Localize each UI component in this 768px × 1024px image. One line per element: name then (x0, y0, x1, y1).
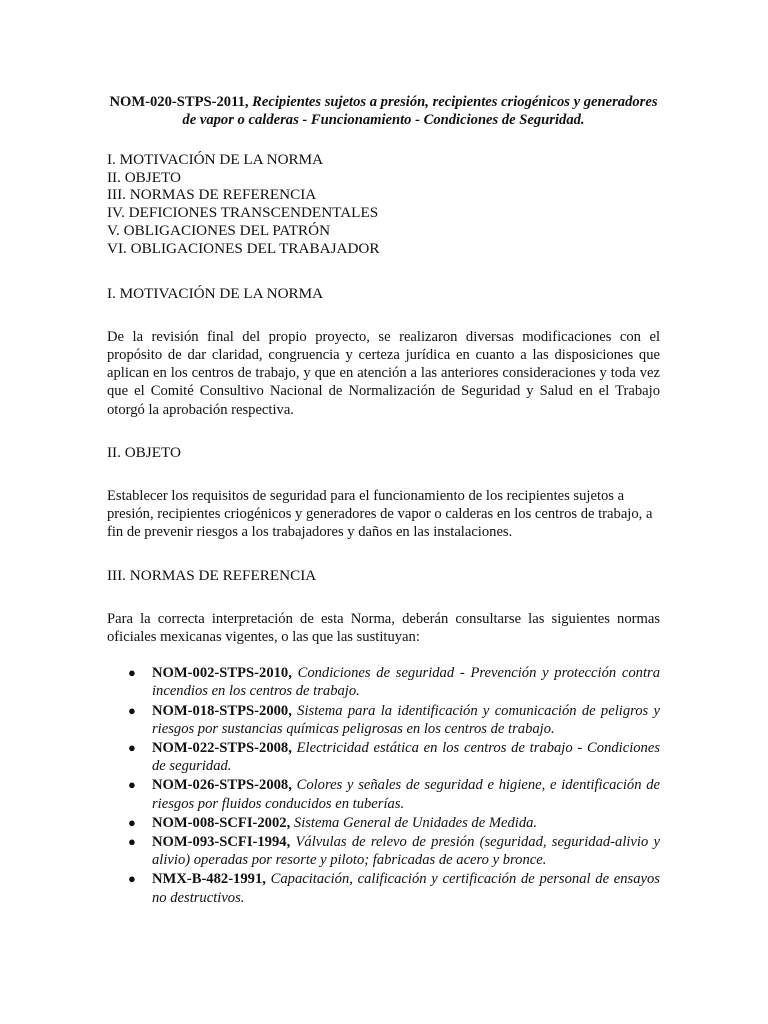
toc-item: VI. OBLIGACIONES DEL TRABAJADOR (107, 239, 380, 257)
list-item (128, 702, 661, 738)
list-item (128, 814, 660, 832)
reference-description: Capacitación, calificación y certificación de personal de ensayos no destructivos. (152, 871, 660, 906)
toc-item: II. OBJETO (107, 168, 181, 186)
title-code: NOM-020-STPS-2011, (109, 94, 249, 110)
bullet-icon: ● (128, 665, 136, 681)
toc-item: I. MOTIVACIÓN DE LA NORMA (107, 150, 324, 168)
reference-description: Sistema General de Unidades de Medida. (293, 814, 538, 831)
section-heading: I. MOTIVACIÓN DE LA NORMA (107, 284, 324, 302)
list-item (128, 870, 660, 906)
bullet-icon: ● (128, 740, 136, 756)
list-item (128, 776, 660, 812)
list-item (128, 664, 660, 700)
reference-code: NOM-026-STPS-2008, (152, 777, 292, 794)
reference-description: Electricidad estática en los centros de trabajo - Condiciones de seguridad. (152, 740, 660, 775)
section-heading: III. NORMAS DE REFERENCIA (107, 566, 317, 584)
document-title (107, 93, 660, 130)
reference-code: NOM-002-STPS-2010, (152, 665, 292, 682)
toc-item: III. NORMAS DE REFERENCIA (107, 186, 317, 204)
reference-code: NOM-008-SCFI-2002, (152, 814, 291, 831)
table-of-contents (107, 151, 660, 258)
bullet-icon: ● (128, 814, 136, 830)
reference-description: Sistema para la identificación y comunicación de peligros y riesgos por sustancias químicas peligrosas en los centros de trabajo. (152, 702, 661, 737)
reference-code: NOM-093-SCFI-1994, (152, 834, 291, 851)
document-page (107, 90, 660, 908)
section-intro: Para la correcta interpretación de esta Norma, deberán consultarse las siguientes normas oficiales mexicanas vigentes, o las que las sustituyan: (107, 610, 660, 646)
section-body: Establecer los requisitos de seguridad para el funcionamiento de los recipientes sujetos a presión, recipientes criogénicos y generadores de vapor o calderas en los centros de trabajo, a fin de prevenir riesgos a los trabajadores y daños en las instalaciones. (107, 488, 653, 541)
bullet-icon: ● (128, 871, 136, 887)
reference-code: NOM-022-STPS-2008, (152, 740, 292, 757)
reference-description: Condiciones de seguridad - Prevención y protección contra incendios en los centros de trabajo. (152, 665, 660, 700)
list-item (128, 739, 660, 775)
toc-item: IV. DEFICIONES TRANSCENDENTALES (107, 204, 379, 222)
reference-code: NOM-018-STPS-2000, (152, 702, 292, 719)
section-heading: II. OBJETO (107, 443, 181, 461)
reference-code: NMX-B-482-1991, (152, 871, 266, 888)
section-body: De la revisión final del propio proyecto, se realizaron diversas modificaciones con el propósito de dar claridad, congruencia y certeza jurídica en cuanto a las disposiciones que aplican en los centros de trabajo, y que en atención a las anteriores consideraciones y toda vez que el Comité Consultivo Nacional de Normalización de Seguridad y Salud en el Trabajo otorgó la aprobación respectiva. (107, 328, 660, 418)
reference-description: Válvulas de relevo de presión (seguridad, seguridad-alivio y alivio) operadas por resorte y piloto; fabricadas de acero y bronce. (152, 834, 660, 869)
bullet-icon: ● (128, 702, 136, 718)
toc-item: V. OBLIGACIONES DEL PATRÓN (107, 222, 331, 239)
bullet-icon: ● (128, 834, 136, 850)
bullet-icon: ● (128, 777, 136, 793)
reference-description: Colores y señales de seguridad e higiene, e identificación de riesgos por fluidos conducidos en tuberías. (152, 777, 660, 812)
title-text: Recipientes sujetos a presión, recipientes criogénicos y generadores de vapor o calderas - Funcionamiento - Condiciones de Seguridad. (182, 94, 658, 129)
list-item (128, 833, 660, 869)
reference-list (107, 664, 660, 907)
